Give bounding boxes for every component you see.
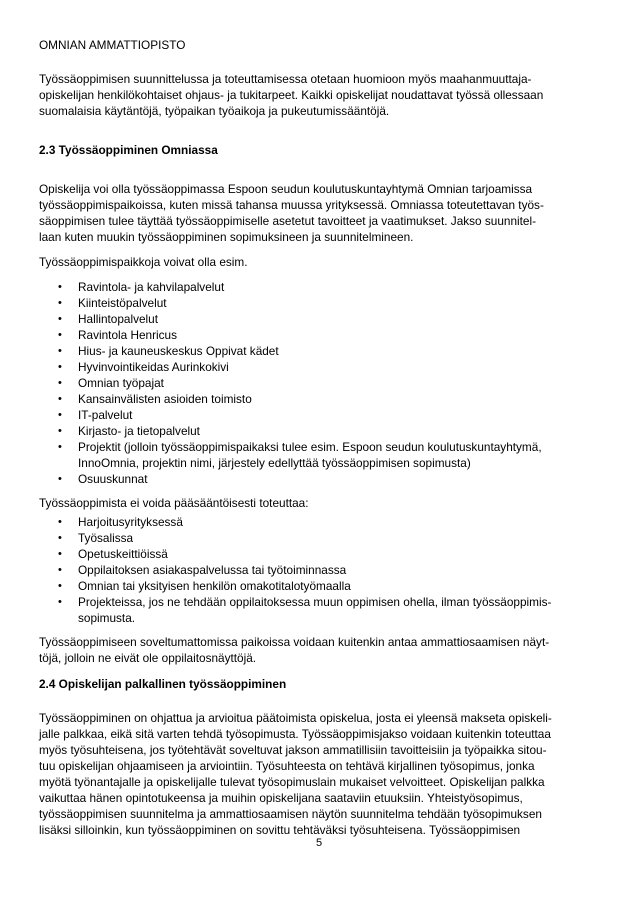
section-2-4-paragraph-line: Työssäoppiminen on ohjattua ja arvioitua päätoimista opiskelua, josta ei yleensä makseta opiskeli- [39, 711, 552, 725]
bullet-icon: • [58, 532, 62, 544]
bullet-icon: • [58, 329, 62, 341]
list-item: Hius- ja kauneuskeskus Oppivat kädet [78, 344, 279, 358]
list-item: Hyvinvointikeidas Aurinkokivi [78, 360, 229, 374]
list-item: Omnian tai yksityisen henkilön omakotitalotyömaalla [78, 579, 351, 593]
bullet-icon: • [58, 409, 62, 421]
closing-line: töjä, jolloin ne eivät ole oppilaitosnäyttöjä. [39, 651, 257, 665]
page-number: 5 [315, 837, 323, 849]
list-item: Ravintola Henricus [78, 328, 178, 342]
list-item-continuation: sopimusta. [78, 611, 136, 625]
list-item-continuation: InnoOmnia, projektin nimi, järjestely edellyttää työssäoppimisen sopimusta) [78, 456, 471, 470]
section-2-3-heading: 2.3 Työssäoppiminen Omniassa [39, 143, 218, 157]
bullet-icon: • [58, 596, 62, 608]
places-list-intro: Työssäoppimispaikkoja voivat olla esim. [39, 255, 248, 269]
list-item: Osuuskunnat [78, 472, 148, 486]
bullet-icon: • [58, 425, 62, 437]
list-item: Työsalissa [78, 531, 134, 545]
bullet-icon: • [58, 377, 62, 389]
bullet-icon: • [58, 313, 62, 325]
section-2-4-paragraph-line: lisäksi silloinkin, kun työssäoppiminen on sovittu tehtäväksi työsuhteisena. Työssäoppimisen [39, 823, 521, 837]
bullet-icon: • [58, 580, 62, 592]
section-2-4-heading: 2.4 Opiskelijan palkallinen työssäoppiminen [39, 677, 287, 691]
list-item: Projektit (jolloin työssäoppimispaikaksi tulee esim. Espoon seudun koulutuskuntayhtymä, [78, 440, 542, 454]
section-2-3-paragraph-line: laan kuten muukin työssäoppiminen sopimuksineen ja suunnitelmineen. [39, 230, 414, 244]
exclusion-list-intro: Työssäoppimista ei voida pääsääntöisesti toteuttaa: [39, 496, 309, 510]
list-item: IT-palvelut [78, 408, 133, 422]
section-2-3-paragraph-line: säoppimisen tulee täyttää työssäoppimiselle asetetut tavoitteet ja vaatimukset. Jakso suunnitel- [39, 214, 537, 228]
section-2-3-paragraph-line: työssäoppimispaikoissa, kuten missä tahansa muussa yrityksessä. Omniassa toteutettavan työs- [39, 198, 544, 212]
section-2-4-paragraph-line: työssäoppimisen suunnitelma ja ammattiosaamisen näytön suunnitelma tehdään työsopimuksen [39, 807, 542, 821]
section-2-4-paragraph-line: jalle palkkaa, eikä sitä varten tehdä työsopimusta. Työssäoppimisjakso voidaan kuitenkin toteuttaa [39, 727, 551, 741]
closing-line: Työssäoppimiseen soveltumattomissa paikoissa voidaan kuitenkin antaa ammattiosaamisen näyt- [39, 635, 550, 649]
intro-line: Työssäoppimisen suunnittelussa ja toteuttamisessa otetaan huomioon myös maahanmuuttaja- [39, 72, 532, 86]
section-2-4-paragraph-line: myös työsuhteisena, jos työtehtävät soveltuvat jakson ammatillisiin tavoitteisiin ja työpaikka sitou- [39, 743, 547, 757]
bullet-icon: • [58, 281, 62, 293]
list-item: Kansainvälisten asioiden toimisto [78, 392, 252, 406]
section-2-4-paragraph-line: myötä työnantajalle ja opiskelijalle tulevat työsopimuslain mukaiset velvoitteet. Opiskelijan palkka [39, 775, 545, 789]
list-item: Oppilaitoksen asiakaspalvelussa tai työtoiminnassa [78, 563, 347, 577]
bullet-icon: • [58, 345, 62, 357]
list-item: Ravintola- ja kahvilapalvelut [78, 280, 225, 294]
section-2-4-paragraph-line: tuu opiskelijan ohjaamiseen ja arviointiin. Työsuhteesta on tehtävä kirjallinen työsopimus, jonka [39, 759, 535, 773]
list-item: Hallintopalvelut [78, 312, 159, 326]
list-item: Kirjasto- ja tietopalvelut [78, 424, 200, 438]
bullet-icon: • [58, 297, 62, 309]
bullet-icon: • [58, 564, 62, 576]
bullet-icon: • [58, 361, 62, 373]
list-item: Harjoitusyrityksessä [78, 515, 183, 529]
list-item: Kiinteistöpalvelut [78, 296, 167, 310]
organization-header: OMNIAN AMMATTIOPISTO [39, 38, 186, 52]
bullet-icon: • [58, 393, 62, 405]
list-item: Omnian työpajat [78, 376, 164, 390]
bullet-icon: • [58, 548, 62, 560]
bullet-icon: • [58, 516, 62, 528]
list-item: Projekteissa, jos ne tehdään oppilaitoksessa muun oppimisen ohella, ilman työssäoppimis- [78, 595, 552, 609]
intro-line: opiskelijan henkilökohtaiset ohjaus- ja tukitarpeet. Kaikki opiskelijat noudattavat työssä ollessaan [39, 88, 544, 102]
list-item: Opetuskeittiöissä [78, 547, 168, 561]
bullet-icon: • [58, 441, 62, 453]
section-2-4-paragraph-line: vaikuttaa hänen opintotukeensa ja muihin opiskelijana saataviin etuuksiin. Yhteistyösopimus, [39, 791, 523, 805]
bullet-icon: • [58, 473, 62, 485]
section-2-3-paragraph-line: Opiskelija voi olla työssäoppimassa Espoon seudun koulutuskuntayhtymä Omnian tarjoamissa [39, 182, 533, 196]
intro-line: suomalaisia käytäntöjä, työpaikan työaikoja ja pukeutumissääntöjä. [39, 104, 390, 118]
